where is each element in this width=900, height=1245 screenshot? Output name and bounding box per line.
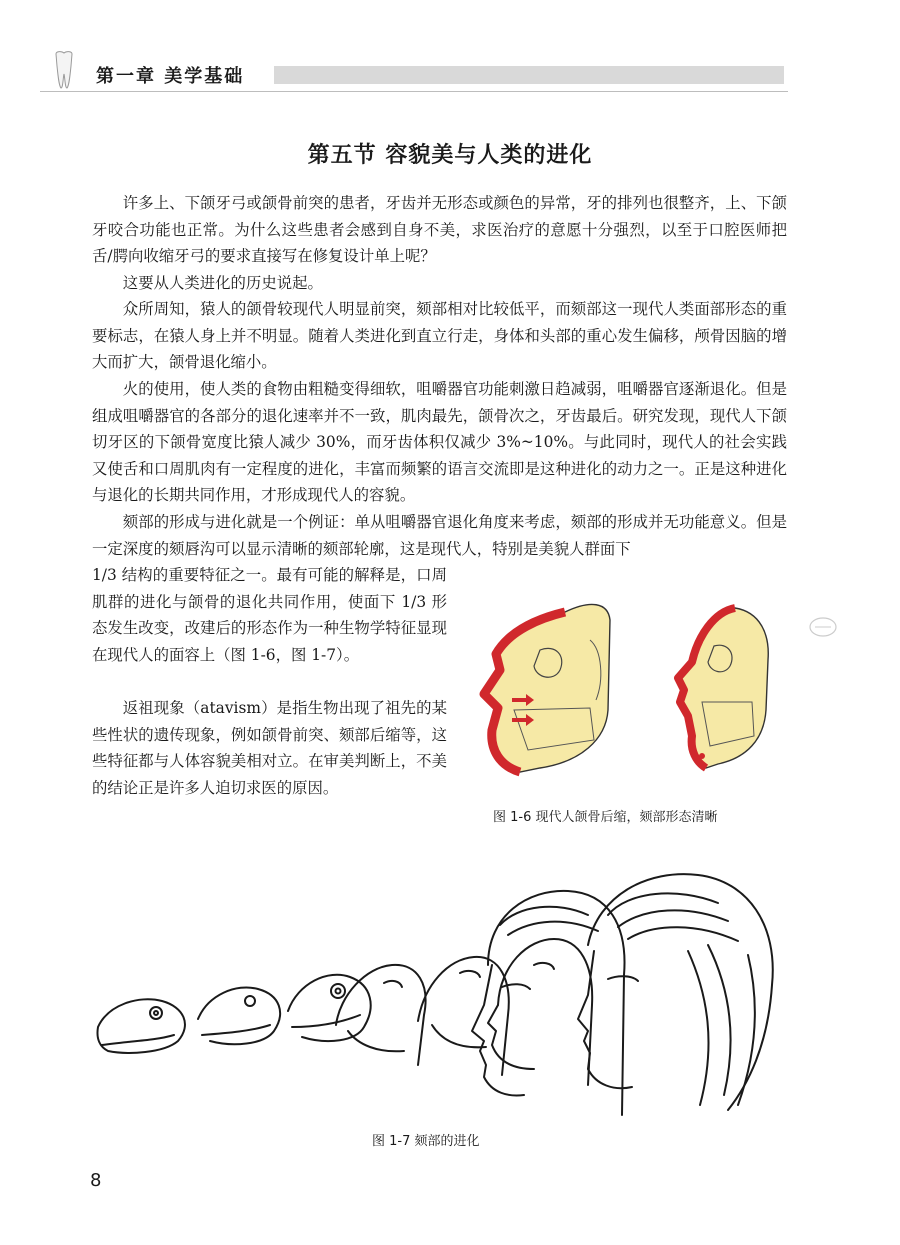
running-header <box>40 50 788 94</box>
paragraph-5-cont: 1/3 结构的重要特征之一。最有可能的解释是，口周肌群的进化与颌骨的退化共同作用，使面下 1/3 形态发生改变，改建后的形态作为一种生物学特征显现在现代人的面容上（图 1-6，图 1-7）。 <box>92 566 447 664</box>
chapter-title: 第一章 美学基础 <box>96 66 245 87</box>
tooth-icon <box>52 50 76 90</box>
paragraph-4: 火的使用，使人类的食物由粗糙变得细软，咀嚼器官功能刺激日趋减弱，咀嚼器官逐渐退化。但是组成咀嚼器官的各部分的退化速率并不一致，肌肉最先，颌骨次之，牙齿最后。研究发现，现代人下颌切牙区的下颌骨宽度比猿人减少 30%，而牙齿体积仅减少 3%~10%。与此同时，现代人的社会实践又使舌和口周肌肉有一定程度的进化，丰富而频繁的语言交流即是这种进化的动力之一。正是这种进化与退化的长期共同作用，才形成现代人的容貌。 <box>92 380 787 504</box>
header-rule <box>40 91 788 92</box>
paragraph-1: 许多上、下颌牙弓或颌骨前突的患者，牙齿并无形态或颜色的异常，牙的排列也很整齐，上、下颌牙咬合功能也正常。为什么这些患者会感到自身不美，求医治疗的意愿十分强烈，以至于口腔医师把舌/腭向收缩牙弓的要求直接写在修复设计单上呢？ <box>92 194 787 265</box>
paragraph-3: 众所周知，猿人的颌骨较现代人明显前突，颏部相对比较低平，而颏部这一现代人类面部形态的重要标志，在猿人身上并不明显。随着人类进化到直立行走，身体和头部的重心发生偏移，颅骨因脑的增大而扩大，颌骨退化缩小。 <box>92 300 787 371</box>
page-number: 8 <box>90 1170 102 1191</box>
paragraph-5-start: 颏部的形成与进化就是一个例证：单从咀嚼器官退化角度来考虑，颏部的形成并无功能意义。但是一定深度的颏唇沟可以显示清晰的颏部轮廓，这是现代人，特别是美貌人群面下 <box>92 513 787 558</box>
paragraph-6: 返祖现象（atavism）是指生物出现了祖先的某些性状的遗传现象，例如颌骨前突、颏部后缩等，这些特征都与人体容貌美相对立。在审美判断上，不美的结论正是许多人迫切求医的原因。 <box>92 699 447 797</box>
figure-1-6-caption: 图 1-6 现代人颌骨后缩，颏部形态清晰 <box>493 810 718 825</box>
stamp-icon <box>808 616 838 638</box>
figure-1-7-caption: 图 1-7 颏部的进化 <box>372 1134 480 1149</box>
section-title: 第五节 容貌美与人类的进化 <box>307 142 593 168</box>
paragraph-2: 这要从人类进化的历史说起。 <box>122 274 323 292</box>
figure-1-6-illustration <box>470 590 788 790</box>
header-bar <box>274 66 784 84</box>
figure-1-7-illustration <box>88 855 778 1120</box>
